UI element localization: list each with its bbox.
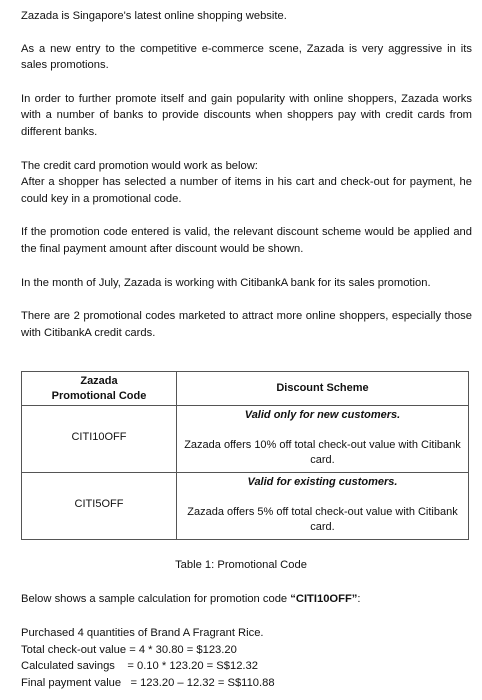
new-entry-paragraph: As a new entry to the competitive e-commerce scene, Zazada is very aggressive in its sales promotions. [21, 42, 472, 72]
promo-codes-paragraph: There are 2 promotional codes marketed to attract more online shoppers, especially those with CitibankA credit cards. [21, 310, 472, 339]
promotion-process-paragraph: After a shopper has selected a number of items in his cart and check-out for payment, he could key in a promotional code. [21, 176, 472, 205]
table-row [22, 406, 469, 473]
code-cell [22, 406, 177, 473]
header-left-line1: Zazada [80, 374, 118, 387]
bank-partnership-paragraph: In order to further promote itself and gain popularity with online shoppers, Zazada works with a number of banks to provide discounts when shoppers pay with credit cards from different banks. [21, 92, 472, 138]
promotion-process-block [21, 158, 472, 208]
promo-code: CITI5OFF [74, 498, 124, 510]
calc-line-final: Final payment value = 123.20 – 12.32 = S$110.88 [21, 676, 275, 689]
header-left-line2: Promotional Code [51, 389, 147, 402]
scheme-cell [177, 406, 469, 473]
scheme-description: Zazada offers 10% off total check-out value with Citibank card. [184, 439, 461, 466]
sample-intro-text: Below shows a sample calculation for promotion code [21, 593, 291, 605]
sample-calculation [21, 625, 472, 691]
calc-line-savings: Calculated savings = 0.10 * 123.20 = S$12.32 [21, 660, 258, 673]
july-paragraph: In the month of July, Zazada is working with CitibankA bank for its sales promotion. [21, 276, 431, 289]
scheme-description: Zazada offers 5% off total check-out value with Citibank card. [187, 506, 458, 533]
sample-intro [21, 591, 472, 608]
valid-code-paragraph: If the promotion code entered is valid, the relevant discount scheme would be applied and the final payment amount after discount would be shown. [21, 226, 472, 255]
header-discount-scheme: Discount Scheme [177, 372, 469, 406]
scheme-title: Valid only for new customers. [244, 409, 401, 421]
calc-line-total: Total check-out value = 4 * 30.80 = $123.20 [21, 643, 237, 656]
promotional-code-table [21, 371, 469, 540]
table-caption: Table 1: Promotional Code [175, 559, 307, 571]
promo-code: CITI10OFF [71, 431, 127, 443]
intro-paragraph: Zazada is Singapore's latest online shopping website. [21, 10, 287, 22]
document-body [21, 8, 472, 341]
header-promotional-code [22, 372, 177, 406]
table-header-row [22, 372, 469, 406]
promotion-process-heading: The credit card promotion would work as below: [21, 159, 258, 172]
code-cell [22, 473, 177, 540]
scheme-title: Valid for existing customers. [247, 476, 398, 488]
calc-line-purchase: Purchased 4 quantities of Brand A Fragrant Rice. [21, 627, 264, 639]
scheme-cell [177, 473, 469, 540]
sample-intro-code: “CITI10OFF” [290, 593, 358, 605]
table-row [22, 473, 469, 540]
sample-intro-suffix: : [357, 593, 361, 605]
